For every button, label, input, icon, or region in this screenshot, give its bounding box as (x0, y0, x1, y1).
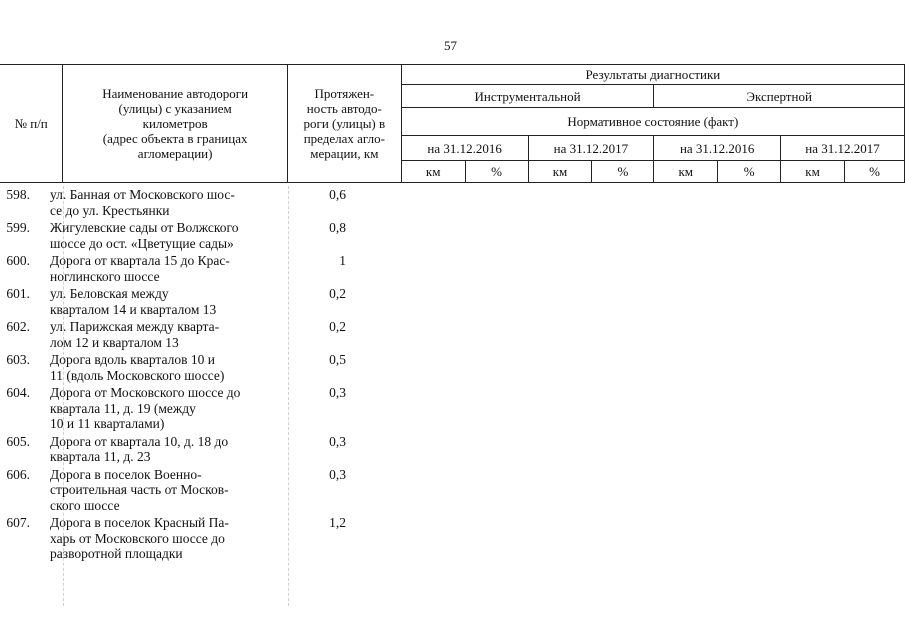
results-header: Результаты диагностики (401, 65, 904, 85)
col-name-header: Наименование автодороги (улицы) с указанием километров (адрес объекта в границах агломерации) (63, 65, 288, 183)
road-length: 1 (339, 253, 346, 268)
instrumental-header: Инструментальной (401, 85, 654, 108)
road-name: Дорога от Московского шоссе до квартала 11, д. 19 (между 10 и 11 кварталами) (50, 385, 241, 431)
road-name: Жигулевские сады от Волжского шоссе до ост. «Цветущие сады» (50, 220, 239, 251)
row-number: 601. (6, 286, 30, 301)
row-number: 599. (6, 220, 30, 235)
road-name: Дорога вдоль кварталов 10 и 11 (вдоль Московского шоссе) (50, 352, 225, 383)
table-row (0, 352, 400, 383)
row-number: 602. (6, 319, 30, 334)
road-length: 0,2 (329, 319, 346, 334)
road-length: 0,3 (329, 466, 346, 482)
date-header: на 31.12.2016 (654, 136, 781, 161)
road-length: 0,3 (329, 433, 346, 449)
road-name: Дорога в поселок Военно- строительная часть от Москов- ского шоссе (50, 466, 229, 513)
row-number: 604. (6, 385, 30, 400)
col-number-header: № п/п (0, 65, 63, 183)
unit-header: км (401, 161, 465, 183)
road-length: 0,3 (329, 385, 346, 400)
row-number: 603. (6, 352, 30, 367)
row-number: 598. (6, 187, 30, 202)
road-name: Дорога от квартала 15 до Крас- ноглинского шоссе (50, 253, 230, 284)
expert-header: Экспертной (654, 85, 905, 108)
table-row (0, 434, 400, 465)
unit-header: км (654, 161, 718, 183)
col-length-header: Протяжен- ность автодо- роги (улицы) в пределах агло- мерации, км (287, 65, 401, 183)
road-name: Дорога от квартала 10, д. 18 до квартала 11, д. 23 (50, 433, 229, 464)
unit-header: % (844, 161, 904, 183)
row-number: 605. (6, 433, 30, 449)
table-body (0, 187, 400, 564)
road-length: 0,2 (329, 286, 346, 301)
table-row (0, 220, 400, 251)
unit-header: % (592, 161, 654, 183)
unit-header: % (465, 161, 528, 183)
road-name: ул. Парижская между кварта- лом 12 и кварталом 13 (50, 319, 220, 350)
table-row (0, 467, 400, 514)
unit-header: км (528, 161, 592, 183)
road-name: ул. Банная от Московского шос- се до ул. Крестьянки (50, 187, 235, 218)
table-row (0, 286, 400, 317)
table-row (0, 385, 400, 432)
row-number: 606. (6, 466, 30, 482)
header-table (0, 64, 905, 183)
unit-header: км (781, 161, 845, 183)
date-header: на 31.12.2017 (528, 136, 654, 161)
row-number: 600. (6, 253, 30, 268)
table-row (0, 187, 400, 218)
normative-header: Нормативное состояние (факт) (401, 108, 904, 136)
road-length: 0,8 (329, 220, 346, 235)
road-length: 0,5 (329, 352, 346, 367)
road-name: Дорога в поселок Красный Па- харь от Московского шоссе до разворотной площадки (50, 515, 229, 561)
date-header: на 31.12.2016 (401, 136, 528, 161)
road-length: 0,6 (329, 187, 346, 202)
row-number: 607. (6, 515, 30, 530)
table-row (0, 253, 400, 284)
date-header: на 31.12.2017 (781, 136, 905, 161)
unit-header: % (718, 161, 781, 183)
road-length: 1,2 (329, 515, 346, 530)
table-row (0, 319, 400, 350)
table-row (0, 515, 400, 562)
page-number: 57 (444, 38, 457, 53)
road-name: ул. Беловская между кварталом 14 и кварталом 13 (50, 286, 217, 317)
